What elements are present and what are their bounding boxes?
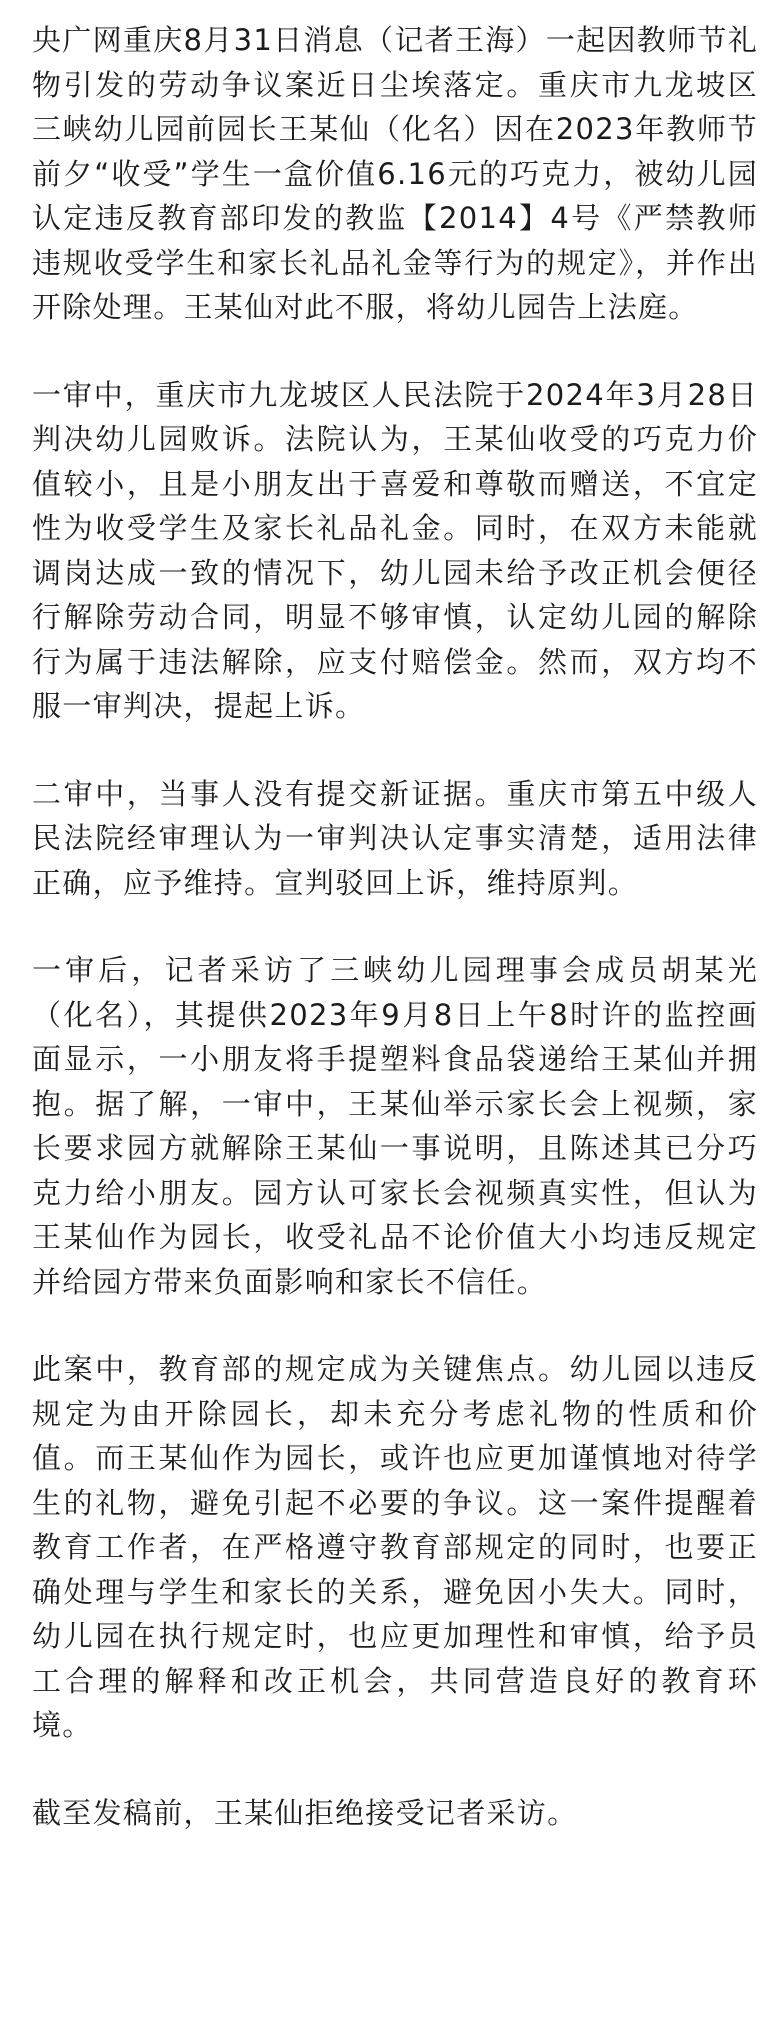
article-paragraph-commentary: 此案中，教育部的规定成为关键焦点。幼儿园以违反规定为由开除园长，却未充分考虑礼物的性质和价值。而王某仙作为园长，或许也应更加谨慎地对待学生的礼物，避免引起不必要的争议。这一案件提醒着教育工作者，在严格遵守教育部规定的同时，也要正确处理与学生和家长的关系，避免因小失大。同时，幼儿园在执行规定时，也应更加理性和审慎，给予员工合理的解释和改正机会，共同营造良好的教育环境。 [32,1352,758,1742]
article-paragraph-first-trial: 一审中，重庆市九龙坡区人民法院于2024年3月28日判决幼儿园败诉。法院认为，王某仙收受的巧克力价值较小，且是小朋友出于喜爱和尊敬而赠送，不宜定性为收受学生及家长礼品礼金。同时，在双方未能就调岗达成一致的情况下，幼儿园未给予改正机会便径行解除劳动合同，明显不够审慎，认定幼儿园的解除行为属于违法解除，应支付赔偿金。然而，双方均不服一审判决，提起上诉。 [32,377,758,723]
article-paragraph-second-trial: 二审中，当事人没有提交新证据。重庆市第五中级人民法院经审理认为一审判决认定事实清楚，适用法律正确，应予维持。宣判驳回上诉，维持原判。 [32,776,758,900]
article-paragraph-lead: 央广网重庆8月31日消息（记者王海）一起因教师节礼物引发的劳动争议案近日尘埃落定。重庆市九龙坡区三峡幼儿园前园长王某仙（化名）因在2023年教师节前夕“收受”学生一盒价值6.16元的巧克力，被幼儿园认定违反教育部印发的教监【2014】4号《严禁教师违规收受学生和家长礼品礼金等行为的规定》，并作出开除处理。王某仙对此不服，将幼儿园告上法庭。 [32,23,758,324]
article-paragraph-closing: 截至发稿前，王某仙拒绝接受记者采访。 [32,1795,578,1830]
article-paragraph-interview: 一审后，记者采访了三峡幼儿园理事会成员胡某光（化名），其提供2023年9月8日上午8时许的监控画面显示，一小朋友将手提塑料食品袋递给王某仙并拥抱。据了解，一审中，王某仙举示家长会上视频，家长要求园方就解除王某仙一事说明，且陈述其已分巧克力给小朋友。园方认可家长会视频真实性，但认为王某仙作为园长，收受礼品不论价值大小均违反规定并给园方带来负面影响和家长不信任。 [32,953,758,1299]
